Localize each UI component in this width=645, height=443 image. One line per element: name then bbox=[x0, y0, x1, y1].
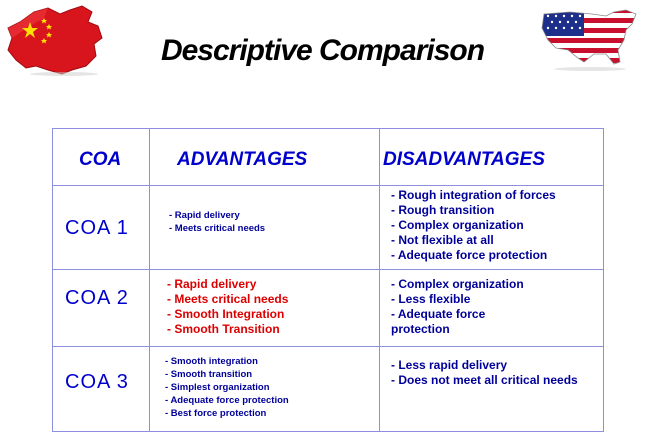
list-item: - Rapid delivery bbox=[167, 277, 257, 291]
list-item: - Best force protection bbox=[165, 408, 267, 419]
list-item: - Rough transition bbox=[391, 203, 495, 217]
coa-3-advantages-list bbox=[165, 355, 289, 420]
list-item: - Adequate force bbox=[391, 307, 486, 321]
table-divider bbox=[149, 129, 150, 431]
list-item: - Rough integration of forces bbox=[391, 188, 556, 202]
row-label-coa-1: COA 1 bbox=[65, 217, 129, 239]
coa-1-advantages-list bbox=[169, 209, 265, 235]
list-item: - Rapid delivery bbox=[169, 210, 240, 221]
list-item: - Smooth transition bbox=[165, 369, 253, 380]
row-label-coa-3: COA 3 bbox=[65, 371, 129, 393]
row-label-coa-2: COA 2 bbox=[65, 287, 129, 309]
list-item: - Smooth integration bbox=[165, 356, 258, 367]
header-advantages: ADVANTAGES bbox=[177, 149, 308, 170]
coa-2-disadvantages-list bbox=[391, 277, 524, 337]
list-item: - Does not meet all critical needs bbox=[391, 373, 578, 387]
slide-title: Descriptive Comparison bbox=[160, 34, 485, 67]
list-item: - Not flexible at all bbox=[391, 233, 494, 247]
coa-comparison-table bbox=[52, 128, 604, 432]
list-item: - Adequate force protection bbox=[391, 248, 548, 262]
list-item: - Less flexible bbox=[391, 292, 471, 306]
list-item: - Adequate force protection bbox=[165, 395, 289, 406]
list-item: - Complex organization bbox=[391, 277, 524, 291]
table-divider bbox=[53, 346, 603, 347]
header-coa: COA bbox=[79, 149, 122, 170]
coa-3-disadvantages-list bbox=[391, 358, 578, 388]
table-divider bbox=[53, 185, 603, 186]
list-item: - Smooth Integration bbox=[167, 307, 285, 321]
header-disadvantages: DISADVANTAGES bbox=[383, 149, 545, 170]
list-item: protection bbox=[391, 322, 450, 336]
table-divider bbox=[379, 129, 380, 431]
coa-1-disadvantages-list bbox=[391, 188, 556, 263]
list-item: - Less rapid delivery bbox=[391, 358, 508, 372]
list-item: - Simplest organization bbox=[165, 382, 270, 393]
list-item: - Meets critical needs bbox=[167, 292, 289, 306]
list-item: - Smooth Transition bbox=[167, 322, 280, 336]
coa-2-advantages-list bbox=[167, 277, 288, 337]
list-item: - Meets critical needs bbox=[169, 223, 266, 234]
list-item: - Complex organization bbox=[391, 218, 524, 232]
table-divider bbox=[53, 269, 603, 270]
